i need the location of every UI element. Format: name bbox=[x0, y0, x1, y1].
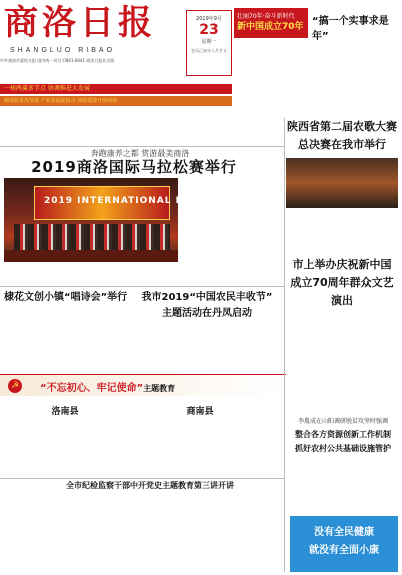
ad-line-1: 没有全民健康 bbox=[314, 527, 374, 538]
county-left-body bbox=[4, 420, 144, 478]
right-section-2-line-1: 市上举办庆祝新中国 bbox=[292, 258, 392, 271]
stage-people bbox=[14, 224, 170, 250]
lead-article-body bbox=[182, 178, 282, 288]
county-right-head[interactable]: 商南县 bbox=[186, 407, 214, 417]
theme-quote: “不忘初心、牢记使命” bbox=[40, 383, 144, 394]
left-article-body bbox=[4, 304, 128, 370]
mid-article-body bbox=[132, 328, 282, 372]
slogan-strip-orange: 精准脱贫攻坚战 产业发展促振兴 加快建设开放商洛 bbox=[0, 96, 232, 106]
ad-line-2: 就没有全面小康 bbox=[309, 545, 379, 556]
mid-headline-line-2: 主题活动在丹凤启动 bbox=[162, 308, 252, 319]
county-right-body bbox=[146, 420, 284, 478]
issue-weekday: 星期一 bbox=[201, 39, 217, 45]
right-section-2-line-2: 成立70周年群众文艺演出 bbox=[290, 276, 394, 307]
theme-rest: 主题教育 bbox=[143, 384, 176, 393]
marathon-photo[interactable] bbox=[4, 178, 242, 262]
party-emblem-icon: ☭ bbox=[8, 379, 22, 393]
bottom-article-headline[interactable]: 全市纪检监察干部中开党史主题教育第三讲开讲 bbox=[66, 481, 234, 490]
bottom-article-body bbox=[4, 494, 284, 572]
lead-headline[interactable]: 2019商洛国际马拉松赛举行 bbox=[31, 158, 237, 176]
right-head3-line-1: 整合各方资源创新工作机制 bbox=[295, 430, 391, 439]
logo-pinyin: SHANGLUO RIBAO bbox=[10, 47, 116, 54]
column-divider bbox=[284, 118, 285, 572]
right-section-2-body bbox=[288, 300, 398, 412]
section-divider bbox=[0, 146, 284, 147]
left-article-headline[interactable]: 棣花文创小镇“唱诗会”举行 bbox=[4, 292, 128, 303]
health-ad-box[interactable] bbox=[290, 516, 398, 572]
top-right-article-body bbox=[236, 40, 398, 116]
right-section-1-line-1: 陕西省第二届农歌大赛 bbox=[287, 120, 397, 133]
lead-kicker: 奔跑康养之都 赏游最美商洛 bbox=[90, 149, 190, 158]
slogan-strip-red: 一核两翼多节点 协调推进大发展 bbox=[0, 84, 232, 94]
right-section-1-title[interactable] bbox=[286, 118, 398, 158]
mid-headline-line-1: 我市2019“中国农民丰收节” bbox=[141, 292, 273, 303]
photo-caption bbox=[4, 266, 178, 286]
top-right-headline: “搞一个实事求是年” bbox=[312, 16, 389, 42]
section-divider bbox=[0, 478, 284, 479]
right-article-3-headline[interactable] bbox=[288, 428, 398, 462]
theme-education-band bbox=[0, 374, 286, 396]
right-section-1-line-2: 总决赛在我市举行 bbox=[298, 138, 386, 151]
right-article-3-body bbox=[290, 464, 398, 514]
issue-year-month: 2019年9月 bbox=[196, 16, 222, 22]
mid-article-headline[interactable] bbox=[130, 290, 284, 324]
banner-big-text: 新中国成立70年 bbox=[237, 22, 304, 32]
issue-lunar: 农历己亥年八月廿五 bbox=[191, 48, 227, 53]
stage-screen-text: 2019 INTERNATIONAL MARATHON bbox=[44, 196, 242, 206]
county-left-head[interactable]: 洛南县 bbox=[51, 407, 79, 417]
right-head3-line-2: 抓好农村公共基础设施管护 bbox=[295, 444, 391, 453]
banner-small-text: 壮丽70年·奋斗新时代 bbox=[237, 13, 295, 20]
right-section-2-title[interactable] bbox=[286, 256, 398, 307]
right-section-1-body bbox=[288, 212, 398, 252]
issue-date-box bbox=[186, 10, 232, 76]
section-divider bbox=[0, 286, 284, 287]
masthead-info-line: 中共商洛市委机关报 国内统一刊号 CN61-0041 商洛日报社出版 bbox=[0, 58, 115, 63]
right-article-3-kicker: 李胤成在山阳调研脱贫攻坚时强调 bbox=[297, 418, 388, 425]
anniversary-banner bbox=[234, 8, 308, 38]
issue-day: 23 bbox=[199, 22, 219, 38]
newspaper-logo: 商洛日报 bbox=[4, 3, 156, 43]
stage-floor bbox=[4, 250, 178, 262]
theme-band-title bbox=[40, 379, 280, 393]
right-section-photo[interactable] bbox=[286, 158, 398, 208]
